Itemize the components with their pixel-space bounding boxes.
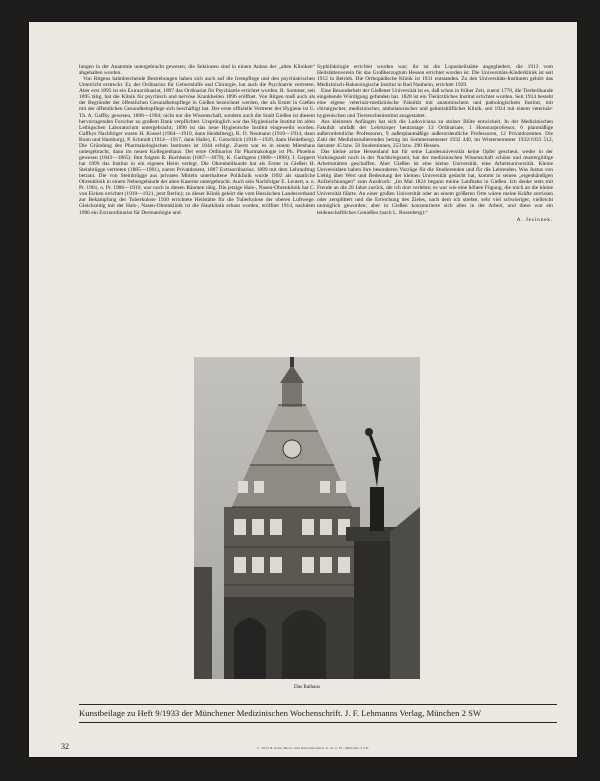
paragraph: Das kleine arme Hessenland hat für seine Landesuniversität keine Opfer gescheut, weder in der Vorkriegszeit noch in der Nachkriegszeit, hat der medizinischen Wissenschaft schöne und mustergültige Arbeitsstätten geschaffen. Aber Gießen ist eine kleine Universität, eine Arbeitsuniversität. Kleine Universitäten haben ihre besonderen Vorzüge für die Studierenden und für die Lehrenden. Was Justus von Liebig über Wert und Bedeutung der kleinen Universität gedacht hat, kommt in seinen „eigenhändigen Aufzeichnungen“ zum Ausdruck: „Im Mai 1824 begann meine Laufbahn in Gießen. Ich denke stets mit Freude an die 28 Jahre zurück, die ich dort verlebte; es war wie eine höhere Fügung, die mich an die kleine Universität führte. An einer großen Universität oder an einem größeren Orte wären meine Kräfte zerrissen oder zersplittert und die Erreichung des Zieles, nach dem ich strebte, sehr viel schwieriger, vielleicht unmöglich geworden; aber in Gießen konzentrierte sich alles in der Arbeit, und diese war ein leidenschaftliches Genießen (nach L. Rosenberg).“ [317, 148, 553, 216]
town-hall-photo [194, 357, 420, 679]
printer-imprint: C. Wolf & Sohn, Buch- und Kunstdruckerei G. m. b. H., München 2 SW [257, 746, 369, 750]
right-text-column [317, 64, 553, 377]
paragraph: Syphilidologie errichtet worden war; ihr ist die Lupusheilstätte angegliedert, die 1913 vom Heilstättenverein für das Großherzogtum Hessen errichtet worden ist. Die Universitäts-Kinderklinik ist seit 1912 in Betrieb. Die Orthopädische Klinik ist 1931 entstanden. Zu den Universitäts-Instituten gehört das Medizinisch-Balneologische Institut in Bad Nauheim, errichtet 1929. [317, 64, 553, 89]
paragraph: lungen in der Anatomie untergebracht gewesen; die Sektionen sind in einem Anbau der „alten Kliniken“ abgehalten worden. [79, 64, 315, 77]
footer-bottom-rule [79, 722, 557, 723]
paragraph: Eine Besonderheit der Gießener Universität ist es, daß schon in früher Zeit, zuerst 1778, die Tierheilkunde eingehende Würdigung gefunden hat. 1828 ist ein Tierärztliches Institut errichtet worden. Seit 1914 besteht eine eigene veterinär-medizinische Fakultät mit anatomischem und pathologischem Institut, mit chirurgischer, medizinischer, ambulatorischer und geburtshilflicher Klinik, seit 1924 mit einem veterinär-hygienischen und Tierseucheninstitut ausgestattet. [317, 88, 553, 119]
footer-publication-line: Kunstbeilage zu Heft 9/1933 der Münchener Medizinischen Wochenschrift. J. F. Lehmanns Verlag, München 2 SW [79, 708, 482, 718]
footer-top-rule [79, 704, 557, 705]
left-text-column [79, 64, 315, 368]
author-signature: A. Jesionek. [516, 216, 553, 223]
paragraph: Von Ritgens bahnbrechende Bestrebungen haben sich auch auf die Irrenpflege und den psychiatrischen Unterricht erstreckt. Er, der Ordinarius für Geburtshilfe und Chirurgie, hat auch die Psychiatrie vertreten. Aber erst 1895 ist ein Extraordinariat, 1897 das Ordinariat für Psychiatrie errichtet worden. R. Sommer, seit 1895 tätig, hat die Klinik für psychisch und nervöse Krankheiten 1896 eröffnet. Von Ritgen muß auch als der Begründer der öffentlichen Gesundheitspflege in Gießen bezeichnet werden, der als Erster in Gießen mit der öffentlichen Gesundheitspflege sich beschäftigt hat. Der erste offizielle Vertreter der Hygiene ist G. Th. A. Gaffky gewesen, 1888—1904; nicht nur die Wissenschaft, sondern auch die Stadt Gießen ist diesem hervorragenden Forscher zu großem Dank verpflichtet. Ursprünglich war das Hygienische Institut im alten Leibigschen Laboratorium untergebracht; 1896 ist das neue Hygienische Institut eingeweiht worden. Gaffkys Nachfolger waren H. Kossel (1904—1910, dann Heidelberg), R. O. Neumann (1910—1914, dann Bonn und Hamburg), P. Schmidt (1914—1917, dann Halle), E. Gotschlich (1918—1926, dann Heidelberg). Die Gründung des Pharmakologischen Institutes ist 1844 erfolgt. Zuerst war es in einem Mietshaus untergebracht, dann im neuen Kollegienhaus. Der erste Ordinarius für Pharmakologie ist Ph. Phoebus gewesen (1843—1865). Ihm folgten R. Buchheim (1867—1879), K. Garthgens (1880—1898); J. Geppert hat 1899 das Institut in ein eigenes Heim verlegt. Die Ohrenheilkunde hat als Erster in Gießen H. Steinbrügge vertreten (1885—1901), zuerst Privatdozent, 1887 Extraordinarius. 1889 mit dem Lehrauftrag betraut. Die von Steinbrügge aus privaten Mitteln unterhaltene Poliklinik wurde 1892 als staatliche Ohrenklinik in einem Nebengebäude der alten Kaserne untergebracht. Auch sein Nachfolger E. Leutert, a. o. Pr. 1901, o. Pr. 1906—1910, war noch in diesen Räumen tätig. Die jetzige Hals-, Nasen-Ohrenklinik hat C. von Eicken errichtet (1910—1921, jetzt Berlin); zu dieser Klinik gehört die vom Hessischen Landesverband zur Bekämpfung der Tuberkulose 1930 errichtete Heilstätte für die Tuberkulose der oberen Luftwege. Gleichzeitig mit der Hals-, Nasen-Ohrenklinik ist die Hautklinik erbaut worden, eröffnet 1914, nachdem 1906 ein Extraordinariat für Dermatologie und [79, 76, 315, 216]
paragraph: Aus kleinsten Anfängen hat sich die Ludoviciana zu stolzer Blüte entwickelt. In der Medizinischen Fakultät umfaßt der Lehrkörper heutzutage 13 Ordinariate, 1 Honorarprofessor, 6 planmäßige außerordentliche Professoren, 9 außerplanmäßige außerordentliche Professoren, 12 Privatdozenten. Die Zahl der Medizinstudierenden betrug im Sommersemester 1932 440, im Wintersemester 1932/1933 512, darunter 45 bzw. 50 Studentinnen, 253 bzw. 290 Hessen. [317, 118, 553, 149]
page-number: 32 [61, 742, 69, 751]
photo-illustration [194, 357, 420, 679]
photo-caption: Das Rathaus [293, 684, 321, 690]
document-page [29, 22, 577, 757]
